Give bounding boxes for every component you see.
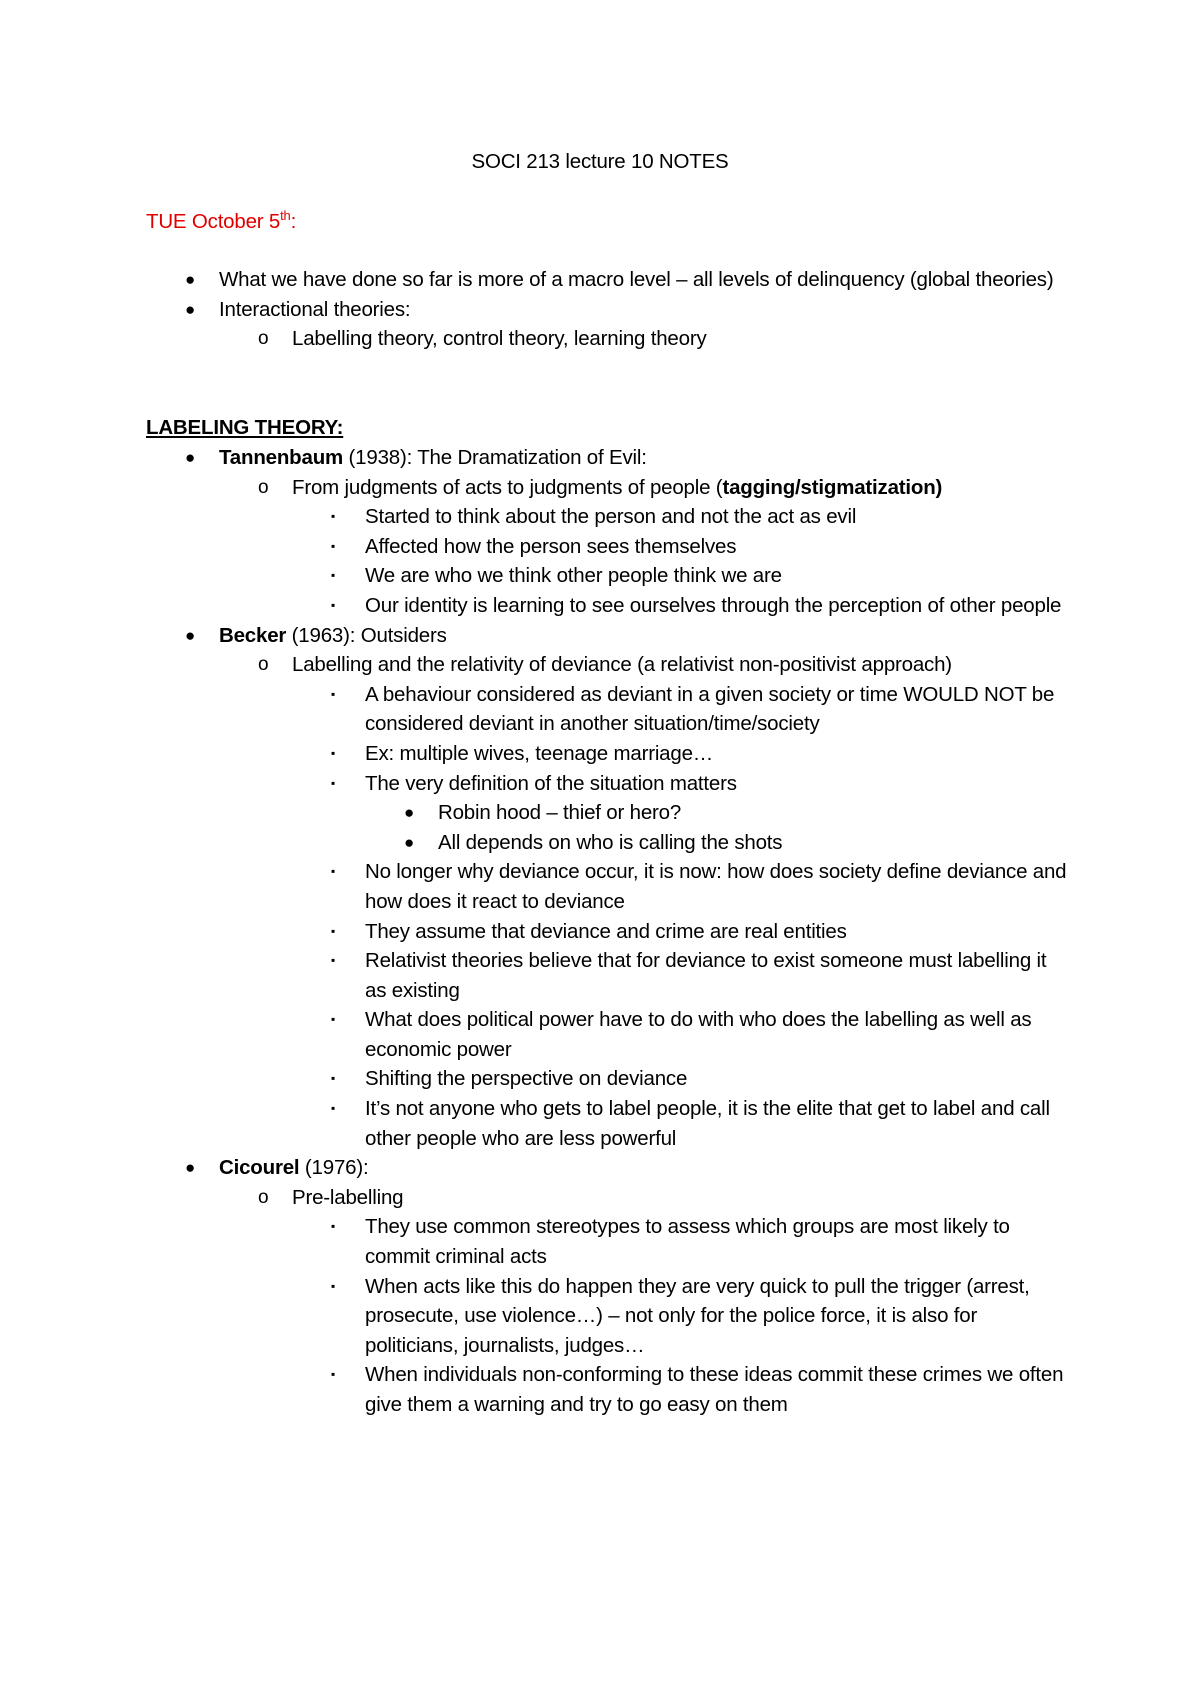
list-item [0,443,1200,473]
list-item [0,1272,1200,1361]
theorist-name: Cicourel [219,1156,300,1180]
list-item-text: Our identity is learning to see ourselves through the perception of other people [365,593,1062,617]
list-item [0,473,1200,503]
list-item-text: Started to think about the person and not the act as evil [365,505,857,529]
list-item-text: Shifting the perspective on deviance [365,1067,688,1091]
square-bullet-icon: ▪ [331,1071,336,1086]
bullet-icon: ● [404,832,415,852]
list-item-text: They use common stereotypes to assess which groups are most likely to commit criminal acts [365,1215,1010,1269]
bullet-icon: ● [404,803,415,823]
list-item [0,621,1200,651]
list-item [0,946,1200,1005]
square-bullet-icon: ▪ [331,1278,336,1293]
theorist-work: (1963): Outsiders [286,623,447,647]
list-item-text: Pre-labelling [292,1185,404,1209]
list-item-text: No longer why deviance occur, it is now: how does society define deviance and how does it react to deviance [365,860,1067,913]
list-item-text: All depends on who is calling the shots [438,830,783,854]
intro-list [0,265,1200,354]
circle-bullet-icon: o [258,476,269,498]
list-item [0,1183,1200,1213]
theorist-name: Tannenbaum [219,446,344,469]
square-bullet-icon: ▪ [331,1101,336,1116]
page-title: SOCI 213 lecture 10 NOTES [471,150,729,173]
list-item-text [219,1153,1059,1183]
square-bullet-icon: ▪ [331,568,336,583]
list-item [0,295,1200,325]
lecture-date [146,207,296,237]
list-item [0,265,1200,295]
list-item [0,1153,1200,1183]
list-item [0,561,1200,591]
list-item-text [219,443,1059,473]
list-item-text: When individuals non-conforming to these ideas commit these crimes we often give them a warning and try to go easy on them [365,1363,1064,1416]
square-bullet-icon: ▪ [331,953,336,968]
list-item [0,1094,1200,1153]
bullet-icon: ● [185,299,196,319]
sub-text: From judgments of acts to judgments of people ( [292,475,723,499]
list-item-text: Interactional theories: [219,297,411,321]
list-item [0,917,1200,947]
square-bullet-icon: ▪ [331,1012,336,1027]
list-item-text: Labelling and the relativity of deviance (a relativist non-positivist approach) [292,653,952,677]
list-item [0,857,1200,916]
list-item [0,324,1200,354]
square-bullet-icon: ▪ [331,538,336,553]
list-item [0,769,1200,799]
list-item-text: The very definition of the situation matters [365,771,737,795]
list-item-text: Labelling theory, control theory, learning theory [292,327,707,351]
bullet-icon: ● [185,1158,196,1178]
list-item-text: Ex: multiple wives, teenage marriage… [365,741,714,765]
square-bullet-icon: ▪ [331,775,336,790]
list-item [0,1360,1200,1419]
list-item-text: Affected how the person sees themselves [365,534,737,558]
theorist-work: (1938): The Dramatization of Evil: [343,446,647,469]
list-item-text: It’s not anyone who gets to label people, it is the elite that get to label and call other people who are less powerful [365,1097,1050,1150]
square-bullet-icon: ▪ [331,923,336,938]
list-item [0,532,1200,562]
theorist-work: (1976): [299,1156,369,1180]
square-bullet-icon: ▪ [331,745,336,760]
list-item-text: What does political power have to do with who does the labelling as well as economic power [365,1008,1032,1061]
list-item-text: Relativist theories believe that for deviance to exist someone must labelling it as existing [365,949,1047,1002]
list-item-text: What we have done so far is more of a macro level – all levels of delinquency (global theories) [219,268,1054,291]
list-item [0,650,1200,680]
list-item-text [292,473,1082,503]
sub-bold-text: tagging/stigmatization) [722,475,943,499]
circle-bullet-icon: o [258,654,269,676]
theorist-name: Becker [219,623,287,647]
bullet-icon: ● [185,625,196,645]
square-bullet-icon: ▪ [331,1219,336,1234]
square-bullet-icon: ▪ [331,509,336,524]
list-item [0,798,1200,828]
list-item [0,739,1200,769]
list-item-text: They assume that deviance and crime are real entities [365,919,847,943]
square-bullet-icon: ▪ [331,1367,336,1382]
list-item-text: When acts like this do happen they are very quick to pull the trigger (arrest, prosecute, use violence…) – not only for the police force, it is also for politicians, journalists, judges… [365,1274,1030,1357]
list-item [0,1212,1200,1271]
bullet-icon: ● [185,448,196,467]
list-item [0,1064,1200,1094]
bullet-icon: ● [185,270,196,289]
list-item-text: Robin hood – thief or hero? [438,801,682,825]
square-bullet-icon: ▪ [331,864,336,879]
list-item [0,1005,1200,1064]
list-item [0,502,1200,532]
list-item [0,591,1200,621]
date-text: TUE October 5 [146,210,281,233]
circle-bullet-icon: o [258,328,269,350]
list-item-text: A behaviour considered as deviant in a given society or time WOULD NOT be considered deviant in another situation/time/society [365,682,1055,736]
list-item [0,828,1200,858]
square-bullet-icon: ▪ [331,686,336,701]
square-bullet-icon: ▪ [331,597,336,612]
list-item-text [219,621,1059,651]
list-item-text: We are who we think other people think we are [365,564,782,588]
circle-bullet-icon: o [258,1186,269,1208]
section-heading: LABELING THEORY: [146,416,344,439]
labeling-theory-list [0,443,1200,1420]
date-suffix: : [290,210,297,233]
list-item [0,680,1200,739]
date-superscript: th [280,208,291,224]
